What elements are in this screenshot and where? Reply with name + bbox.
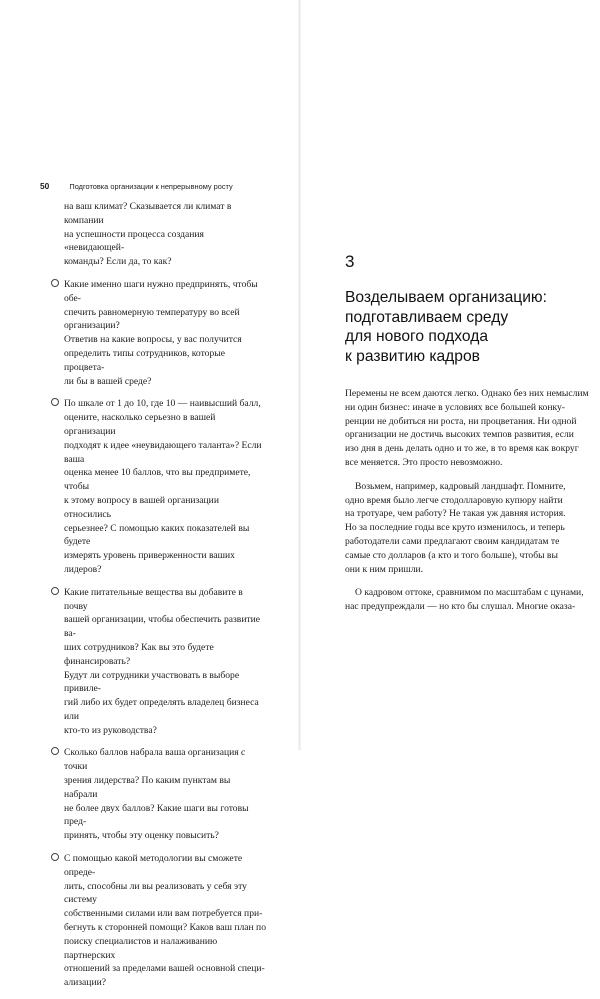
body-line: Но за последние годы все круто изменилось, и теперь [345,522,565,534]
question-line: поиску специалистов и налаживанию партнерских [64,935,218,961]
body-paragraph [345,480,566,577]
chapter-title-line: к развитию кадров [345,347,480,365]
body-line: на тротуаре, чем работу? Не такая уж давняя история. [345,508,566,520]
question-line: отношений за пределами вашей основной специ- [64,963,265,975]
body-line: О кадровом оттоке, сравнимом по масштабам с цунами, [355,587,584,599]
body-line: все меняется. Это просто невозможно. [345,456,503,468]
chapter-number: 3 [345,252,355,271]
page-number: 50 [40,181,50,191]
question-line: ли бы в вашей среде? [64,375,152,387]
bullet-circle-icon [51,587,59,595]
question-line: С помощью какой методологии вы сможете опреде- [64,853,243,878]
body-line: самые сто долларов (а кто и того больше), чтобы вы [345,549,558,561]
question-line: команды? Если да, то как? [64,256,172,268]
question-line: Сколько баллов набрала ваша организация с точки [64,747,246,773]
body-line: организации не достичь высоких темпов развития, если [345,429,574,441]
question-line: не более двух баллов? Какие шаги вы готовы пред- [64,802,249,828]
question-line: принять, чтобы эту оценку повысить? [64,830,219,842]
body-line: ренции не добиться ни роста, ни процветания. Ни одной [345,415,577,427]
question-line: ших сотрудников? Как вы это будете финансировать? [64,641,214,667]
question-item [51,852,266,990]
right-page [300,0,600,750]
chapter-title-line: для нового подхода [345,328,488,346]
left-page [0,0,300,989]
body-line: они к ним пришли. [345,563,424,575]
body-line: нас предупреждали — но кто бы слушал. Многие оказа- [345,601,576,613]
question-line: гий либо их будет определять владелец бизнеса или [64,697,259,722]
chapter-body [345,387,589,624]
question-line: По шкале от 1 до 10, где 10 — наивысший балл, [64,398,261,410]
body-paragraph [345,387,589,470]
question-line: Будут ли сотрудники участвовать в выборе привиле- [64,669,240,695]
question-item [51,397,266,576]
question-line: оценка менее 10 баллов, что вы предпримете, чтобы [64,467,251,493]
question-item [51,746,266,843]
question-list [51,200,266,999]
question-line: Ответив на какие вопросы, у вас получится [64,334,242,346]
question-line: зрения лидерства? По каким пунктам вы набрали [64,775,231,800]
question-item [51,278,266,388]
body-line: Возьмем, например, кадровый ландшафт. Помните, [355,480,566,492]
question-line: вашей организации, чтобы обеспечить развитие ва- [64,614,261,640]
question-line: серьезнее? С помощью каких показателей вы будете [64,522,250,548]
chapter-title-line: Возделываем организацию: [345,289,547,306]
question-line: на успешности процесса создания «невидающей- [64,228,204,254]
body-line: работодатели сами предлагают своим кандидатам те [345,535,560,547]
question-line: оцените, насколько серьезно в вашей организации [64,412,216,437]
question-line: кто-то из руководства? [64,724,157,736]
running-head-title: Подготовка организации к непрерывному росту [69,182,233,191]
bullet-circle-icon [51,279,59,287]
question-item-continued [51,200,266,269]
running-head [40,181,290,191]
body-line: ни один бизнес: иначе в условиях все большей конку- [345,401,565,413]
body-line: Перемены не всем даются легко. Однако без них немыслим [345,388,589,399]
question-line: определить типы сотрудников, которые процвета- [64,347,225,373]
bullet-circle-icon [51,747,59,755]
body-line: изо дня в день делать одно и то же, в то время как вокруг [345,443,579,455]
chapter-title-line: подготавливаем среду [345,308,509,326]
question-line: подходят к идее «неувидающего таланта»? Если ваша [64,439,262,465]
question-line: на ваш климат? Сказывается ли климат в компании [64,201,232,226]
body-paragraph [345,586,584,614]
question-line: Какие именно шаги нужно предпринять, чтобы обе- [64,278,258,304]
question-line: к этому вопросу в вашей организации относились [64,494,219,520]
question-line: лить, способны ли вы реализовать у себя эту систему [64,880,247,906]
question-item [51,586,266,738]
question-line: Какие питательные вещества вы добавите в почву [64,586,243,612]
question-line: бегнуть к сторонней помощи? Каков ваш план по [64,922,266,934]
bullet-circle-icon [51,398,59,406]
body-line: одно время было легче стодолларовую купюру найти [345,494,563,506]
question-line: собственными силами или вам потребуется при- [64,908,263,920]
question-line: спечить равномерную температуру во всей организации? [64,306,240,332]
question-line: измерять уровень приверженности ваших лидеров? [64,550,235,575]
question-line: ализации? [64,977,106,989]
chapter-title [345,288,585,366]
bullet-circle-icon [51,853,59,861]
